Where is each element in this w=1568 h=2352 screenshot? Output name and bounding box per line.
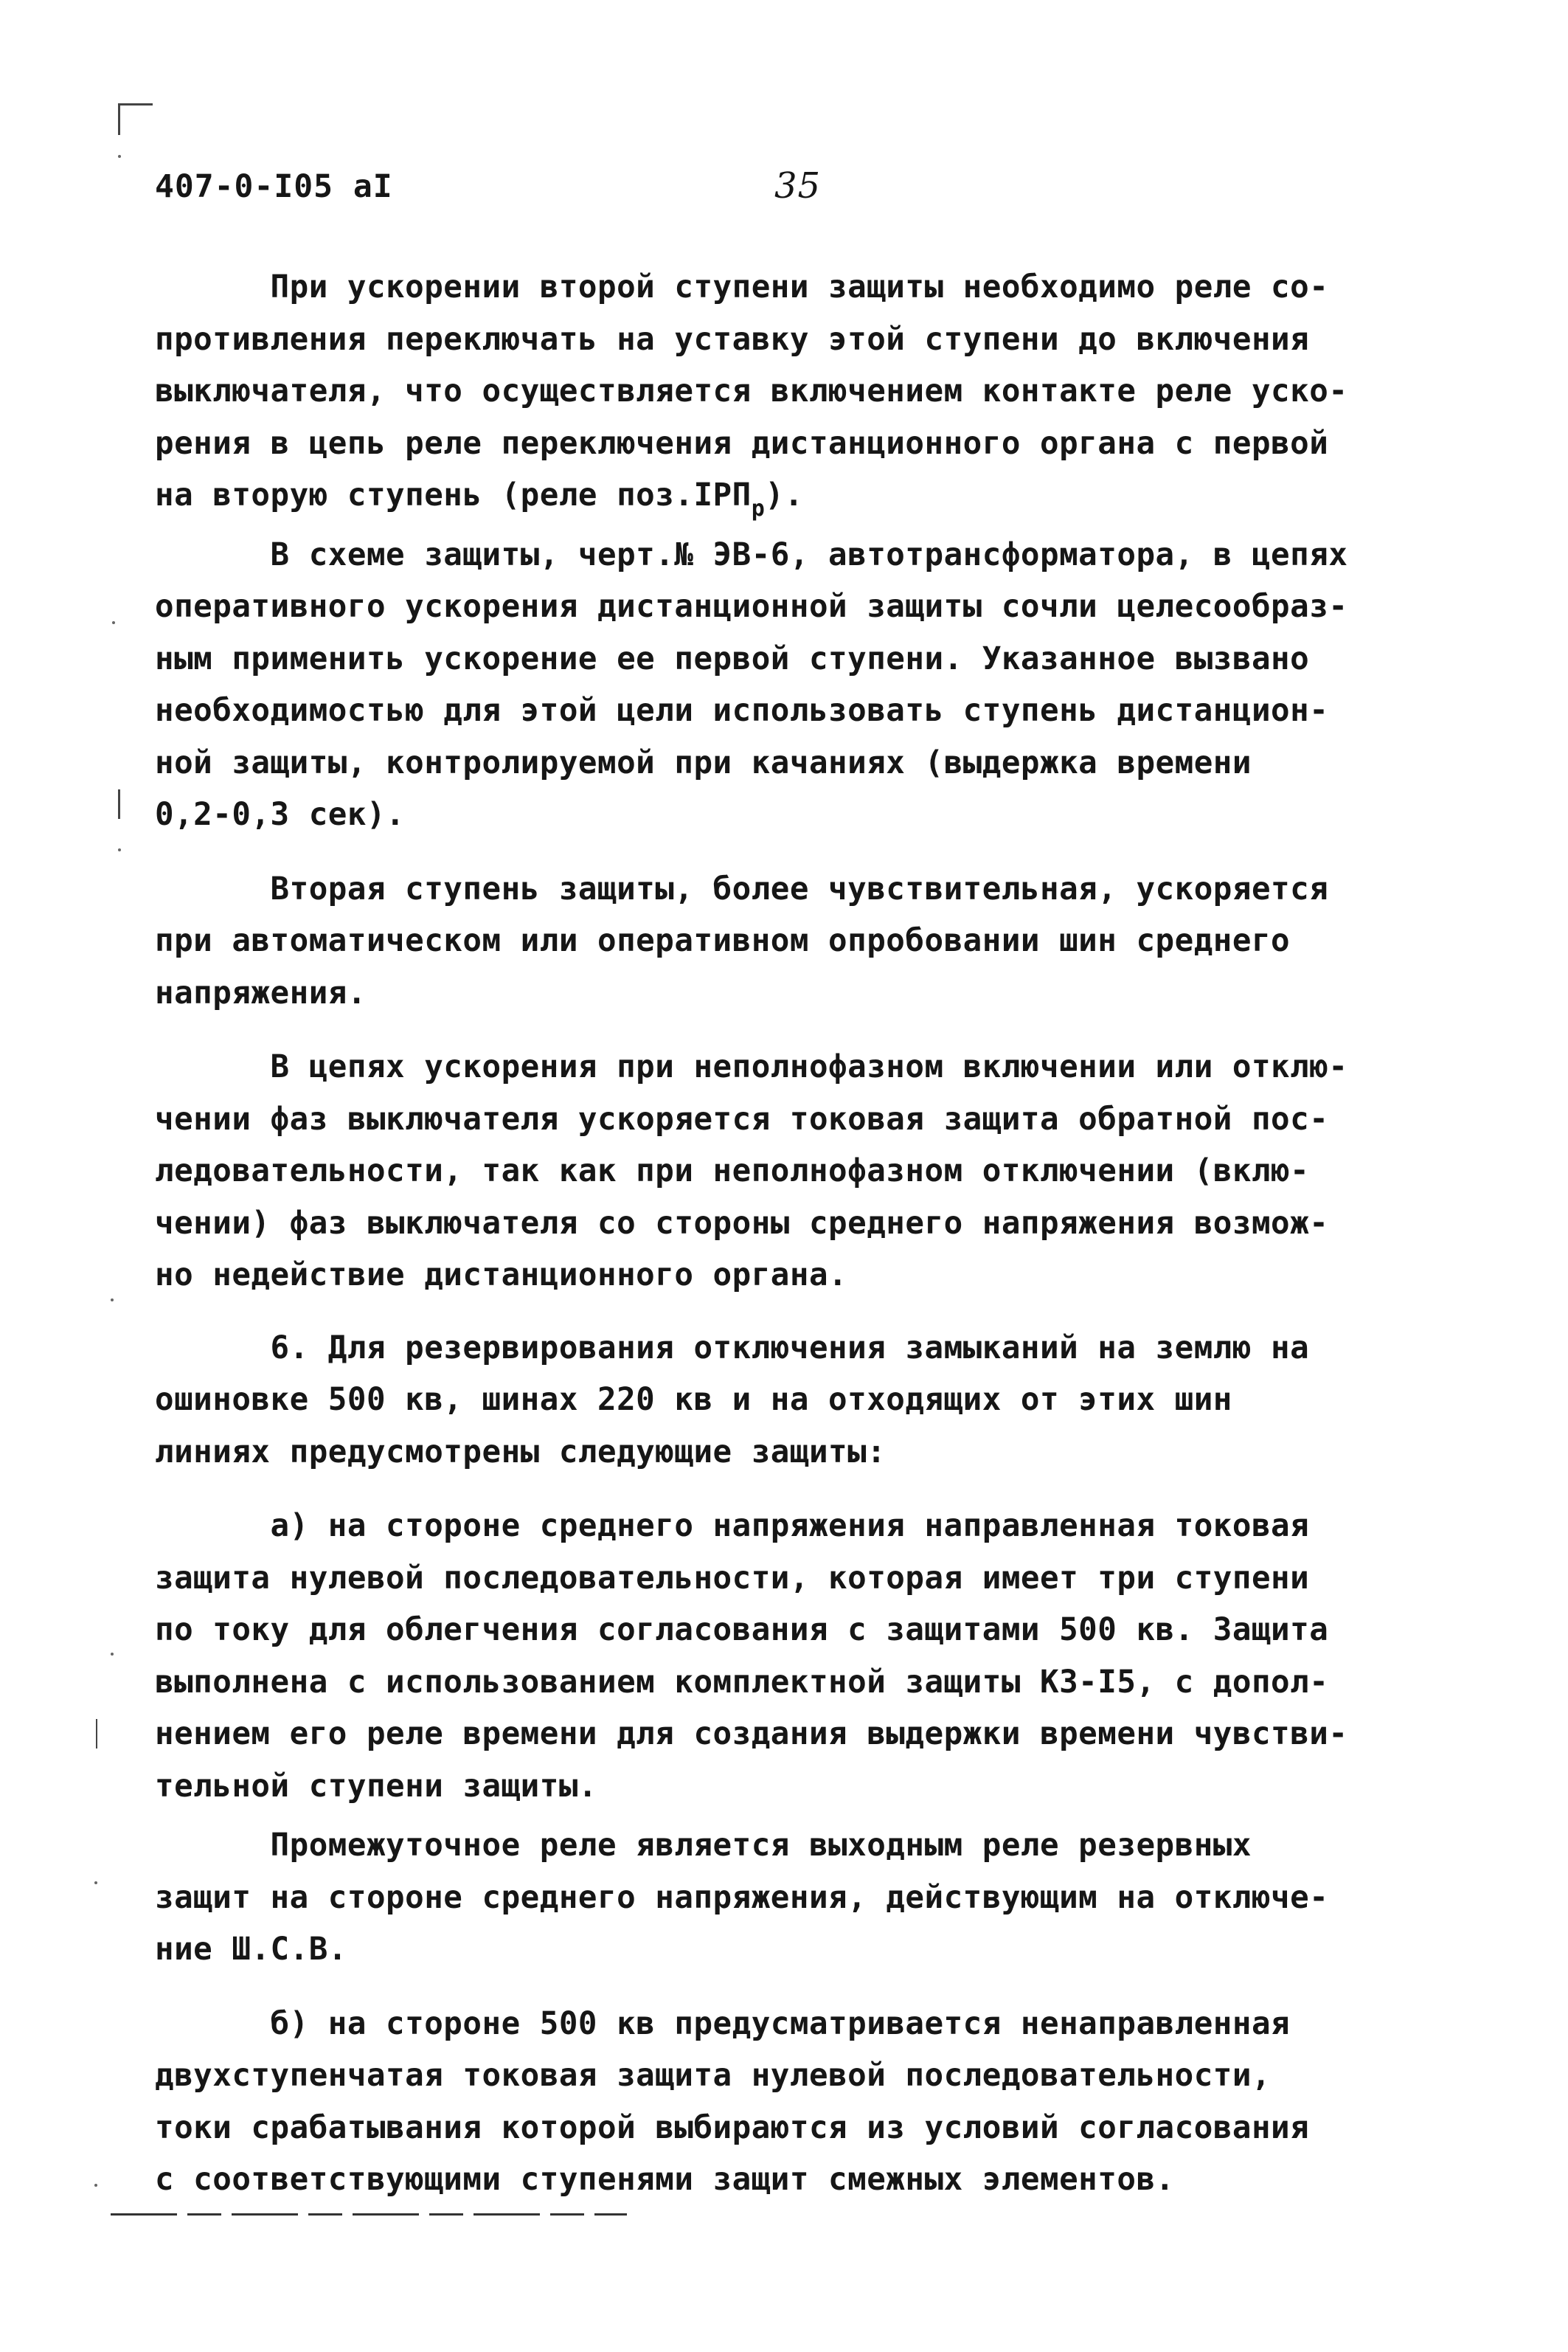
text-line-suffix: ). — [765, 477, 804, 513]
text-line: по току для облегчения согласования с защитами 500 кв. Защита — [155, 1612, 1329, 1648]
text-line: б) на стороне 500 кв предусматривается ненаправленная — [155, 2005, 1291, 2042]
text-line: В схеме защиты, черт.№ ЭВ-6, автотрансформатора, в цепях — [155, 536, 1348, 573]
paragraph-7 — [155, 1820, 1453, 1976]
body-text — [155, 262, 1453, 2207]
text-line: ным применить ускорение ее первой ступени. Указанное вызвано — [155, 640, 1310, 677]
margin-dot — [94, 2184, 97, 2187]
text-line: ние Ш.С.В. — [155, 1931, 347, 1968]
margin-mark — [118, 789, 120, 819]
text-line: противления переключать на уставку этой ступени до включения — [155, 321, 1310, 358]
bottom-rule — [111, 2213, 627, 2216]
text-line: напряжения. — [155, 975, 367, 1011]
page-number: 35 — [774, 165, 822, 207]
text-line: Промежуточное реле является выходным реле резервных — [155, 1827, 1252, 1864]
text-line: Вторая ступень защиты, более чувствительная, ускоряется — [155, 871, 1329, 907]
paragraph-6 — [155, 1501, 1453, 1813]
page-header — [155, 165, 1446, 220]
text-line: 6. Для резервирования отключения замыканий на землю на — [155, 1329, 1310, 1366]
text-line: ледовательности, так как при неполнофазном отключении (вклю- — [155, 1153, 1310, 1189]
text-line: а) на стороне среднего напряжения направленная токовая — [155, 1508, 1310, 1544]
text-line: токи срабатывания которой выбираются из условий согласования — [155, 2109, 1310, 2146]
paragraph-4 — [155, 1042, 1453, 1302]
margin-dot — [94, 1881, 97, 1884]
paragraph-3 — [155, 864, 1453, 1020]
document-code: 407-0-I05 aI — [155, 168, 393, 205]
text-line: оперативного ускорения дистанционной защиты сочли целесообраз- — [155, 589, 1348, 625]
text-line-prefix: на вторую ступень (реле поз.IРП — [155, 477, 752, 513]
subscript: р — [751, 496, 766, 522]
text-line: при автоматическом или оперативном опробовании шин среднего — [155, 923, 1291, 959]
text-line: выключателя, что осуществляется включением контакте реле уско- — [155, 373, 1348, 409]
corner-bracket-mark — [118, 103, 153, 135]
paragraph-2 — [155, 530, 1453, 842]
text-line: При ускорении второй ступени защиты необходимо реле со- — [155, 269, 1329, 305]
text-line: чении) фаз выключателя со стороны среднего напряжения возмож- — [155, 1205, 1329, 1242]
paragraph-8 — [155, 1999, 1453, 2207]
margin-dot — [111, 1298, 114, 1301]
text-line: защита нулевой последовательности, которая имеет три ступени — [155, 1560, 1310, 1597]
text-line: но недействие дистанционного органа. — [155, 1257, 848, 1293]
text-line: рения в цепь реле переключения дистанционного органа с первой — [155, 425, 1329, 462]
text-line: с соответствующими ступенями защит смежных элементов. — [155, 2162, 1175, 2198]
text-line: двухступенчатая токовая защита нулевой последовательности, — [155, 2058, 1272, 2094]
text-line: тельной ступени защиты. — [155, 1768, 598, 1805]
margin-dot — [111, 1653, 114, 1656]
margin-dot — [118, 848, 121, 851]
text-line: 0,2-0,3 сек). — [155, 797, 406, 833]
text-line: В цепях ускорения при неполнофазном включении или отклю- — [155, 1049, 1348, 1085]
text-line: линиях предусмотрены следующие защиты: — [155, 1433, 887, 1470]
text-line: защит на стороне среднего напряжения, действующим на отключе- — [155, 1879, 1329, 1916]
text-line: чении фаз выключателя ускоряется токовая защита обратной пос- — [155, 1101, 1329, 1138]
text-line: нением его реле времени для создания выдержки времени чувстви- — [155, 1716, 1348, 1752]
text-line: выполнена с использованием комплектной защиты КЗ-I5, с допол- — [155, 1664, 1329, 1701]
text-line — [155, 470, 1453, 522]
margin-mark — [96, 1719, 97, 1749]
margin-dot — [118, 155, 121, 158]
paragraph-1 — [155, 262, 1453, 522]
margin-dot — [112, 621, 115, 624]
paragraph-5 — [155, 1323, 1453, 1479]
text-line: ной защиты, контролируемой при качаниях (выдержка времени — [155, 744, 1252, 781]
text-line: ошиновке 500 кв, шинах 220 кв и на отходящих от этих шин — [155, 1382, 1232, 1418]
text-line: необходимостью для этой цели использовать ступень дистанцион- — [155, 693, 1329, 729]
